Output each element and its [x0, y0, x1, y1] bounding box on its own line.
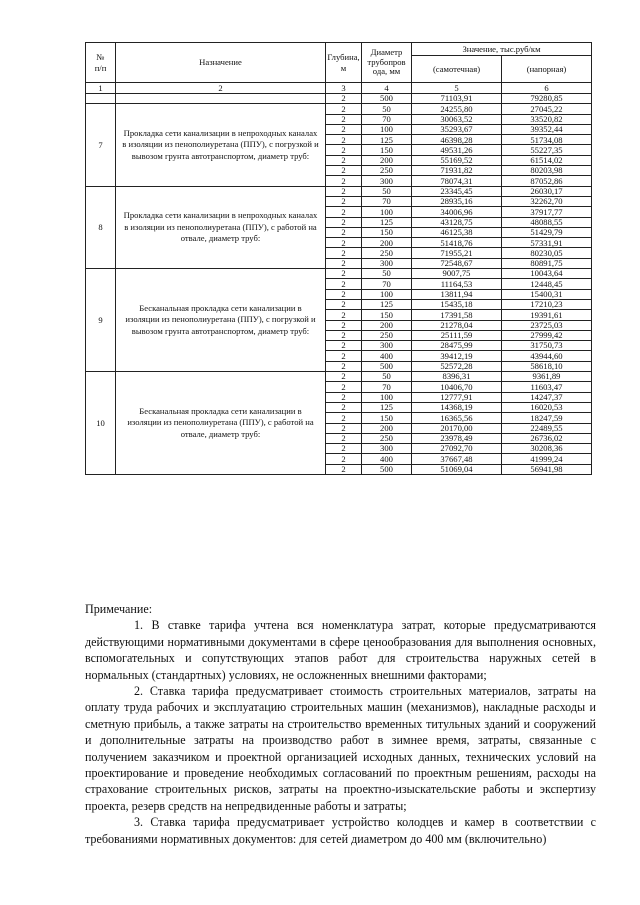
pressure-value-cell: 10043,64 [502, 269, 592, 279]
depth-cell: 2 [326, 392, 362, 402]
depth-cell: 2 [326, 423, 362, 433]
pressure-value-cell: 56941,98 [502, 464, 592, 474]
diameter-cell: 500 [362, 361, 412, 371]
table-row [86, 372, 592, 382]
gravity-value-cell: 13811,94 [412, 289, 502, 299]
table-row [86, 94, 592, 104]
depth-cell: 2 [326, 238, 362, 248]
diameter-cell: 125 [362, 135, 412, 145]
depth-cell: 2 [326, 135, 362, 145]
pressure-value-cell: 18247,59 [502, 413, 592, 423]
depth-cell: 2 [326, 258, 362, 268]
gravity-value-cell: 71955,21 [412, 248, 502, 258]
diameter-cell: 100 [362, 289, 412, 299]
depth-cell: 2 [326, 444, 362, 454]
gravity-value-cell: 9007,75 [412, 269, 502, 279]
depth-cell: 2 [326, 279, 362, 289]
diameter-cell: 250 [362, 330, 412, 340]
depth-cell: 2 [326, 196, 362, 206]
gravity-value-cell: 78074,31 [412, 176, 502, 186]
depth-cell: 2 [326, 269, 362, 279]
col-number: 2 [116, 83, 326, 94]
pressure-value-cell: 48088,55 [502, 217, 592, 227]
diameter-cell: 150 [362, 145, 412, 155]
gravity-value-cell: 72548,67 [412, 258, 502, 268]
pressure-value-cell: 43944,60 [502, 351, 592, 361]
pressure-value-cell: 26736,02 [502, 433, 592, 443]
note-item: 1. В ставке тарифа учтена вся номенклатура затрат, которые предусматриваются действующими нормативными документами в сфере ценообразования для выполнения основных, вспомогательных и сопутствующих этапов работ для строительства наружных сетей в нормальных (стандартных) условиях, не осложненных внешними факторами; [85, 618, 596, 682]
diameter-cell: 100 [362, 392, 412, 402]
group-number: 7 [86, 104, 116, 186]
diameter-cell: 125 [362, 217, 412, 227]
pressure-value-cell: 37917,77 [502, 207, 592, 217]
table-row [86, 269, 592, 279]
gravity-value-cell: 28935,16 [412, 196, 502, 206]
gravity-value-cell: 37667,48 [412, 454, 502, 464]
diameter-cell: 125 [362, 299, 412, 309]
depth-cell: 2 [326, 351, 362, 361]
pressure-value-cell: 79280,85 [502, 94, 592, 104]
diameter-cell: 50 [362, 269, 412, 279]
diameter-cell: 50 [362, 104, 412, 114]
gravity-value-cell: 15435,18 [412, 299, 502, 309]
col-number: 4 [362, 83, 412, 94]
depth-cell: 2 [326, 94, 362, 104]
gravity-value-cell: 23978,49 [412, 433, 502, 443]
pressure-value-cell: 9361,89 [502, 372, 592, 382]
group-number: 9 [86, 269, 116, 372]
depth-cell: 2 [326, 176, 362, 186]
pressure-value-cell: 31750,73 [502, 341, 592, 351]
pressure-value-cell: 22489,55 [502, 423, 592, 433]
depth-cell: 2 [326, 413, 362, 423]
group-description: Бесканальная прокладка сети канализации в изоляции из пенополиуретана (ППУ), с погрузкой и вывозом грунта автотранспортом, диаметр труб: [116, 269, 326, 372]
gravity-value-cell: 30063,52 [412, 114, 502, 124]
diameter-cell: 500 [362, 464, 412, 474]
diameter-cell: 300 [362, 444, 412, 454]
gravity-value-cell: 25111,59 [412, 330, 502, 340]
col-number: 3 [326, 83, 362, 94]
gravity-value-cell: 10406,70 [412, 382, 502, 392]
group-description: Прокладка сети канализации в непроходных каналах в изоляции из пенополиуретана (ППУ), с работой на отвале, диаметр труб: [116, 186, 326, 268]
gravity-value-cell: 46398,28 [412, 135, 502, 145]
notes-title: Примечание: [85, 602, 153, 616]
pressure-value-cell: 51734,08 [502, 135, 592, 145]
pressure-value-cell: 41999,24 [502, 454, 592, 464]
depth-cell: 2 [326, 372, 362, 382]
tariff-table [85, 42, 592, 475]
gravity-value-cell: 71931,82 [412, 166, 502, 176]
diameter-cell: 400 [362, 454, 412, 464]
gravity-value-cell: 20170,00 [412, 423, 502, 433]
depth-cell: 2 [326, 124, 362, 134]
pressure-value-cell: 32262,70 [502, 196, 592, 206]
col-number: 6 [502, 83, 592, 94]
pressure-value-cell: 15400,31 [502, 289, 592, 299]
diameter-cell: 300 [362, 258, 412, 268]
depth-cell: 2 [326, 320, 362, 330]
diameter-cell: 250 [362, 248, 412, 258]
group-number: 10 [86, 372, 116, 475]
diameter-cell: 50 [362, 372, 412, 382]
pressure-value-cell: 11603,47 [502, 382, 592, 392]
gravity-value-cell: 17391,58 [412, 310, 502, 320]
gravity-value-cell: 14368,19 [412, 402, 502, 412]
gravity-value-cell: 8396,31 [412, 372, 502, 382]
gravity-value-cell: 52572,28 [412, 361, 502, 371]
diameter-cell: 100 [362, 207, 412, 217]
gravity-value-cell: 11164,53 [412, 279, 502, 289]
depth-cell: 2 [326, 464, 362, 474]
depth-cell: 2 [326, 402, 362, 412]
gravity-value-cell: 34006,96 [412, 207, 502, 217]
depth-cell: 2 [326, 114, 362, 124]
gravity-value-cell: 51418,76 [412, 238, 502, 248]
header-pressure: (напорная) [502, 56, 592, 83]
pressure-value-cell: 19391,61 [502, 310, 592, 320]
col-number: 1 [86, 83, 116, 94]
pressure-value-cell: 16020,53 [502, 402, 592, 412]
diameter-cell: 100 [362, 124, 412, 134]
depth-cell: 2 [326, 186, 362, 196]
gravity-value-cell: 43128,75 [412, 217, 502, 227]
diameter-cell: 250 [362, 433, 412, 443]
notes-section [85, 601, 596, 847]
group-description: Прокладка сети канализации в непроходных каналах в изоляции из пенополиуретана (ППУ), с погрузкой и вывозом грунта автотранспортом, диаметр труб: [116, 104, 326, 186]
diameter-cell: 70 [362, 382, 412, 392]
pressure-value-cell: 33520,82 [502, 114, 592, 124]
depth-cell: 2 [326, 166, 362, 176]
depth-cell: 2 [326, 330, 362, 340]
pressure-value-cell: 80891,75 [502, 258, 592, 268]
diameter-cell: 200 [362, 155, 412, 165]
depth-cell: 2 [326, 227, 362, 237]
gravity-value-cell: 24255,80 [412, 104, 502, 114]
pressure-value-cell: 14247,37 [502, 392, 592, 402]
depth-cell: 2 [326, 104, 362, 114]
gravity-value-cell: 23345,45 [412, 186, 502, 196]
pressure-value-cell: 27999,42 [502, 330, 592, 340]
diameter-cell: 50 [362, 186, 412, 196]
pressure-value-cell: 58618,10 [502, 361, 592, 371]
pressure-value-cell: 12448,45 [502, 279, 592, 289]
diameter-cell: 200 [362, 423, 412, 433]
depth-cell: 2 [326, 382, 362, 392]
pressure-value-cell: 27045,22 [502, 104, 592, 114]
diameter-cell: 300 [362, 341, 412, 351]
group-number: 8 [86, 186, 116, 268]
depth-cell: 2 [326, 145, 362, 155]
diameter-cell: 70 [362, 114, 412, 124]
pressure-value-cell: 17210,23 [502, 299, 592, 309]
gravity-value-cell: 16365,56 [412, 413, 502, 423]
depth-cell: 2 [326, 341, 362, 351]
note-item: 3. Ставка тарифа предусматривает устройство колодцев и камер в соответствии с требованиями нормативных документов: для сетей диаметром до 400 мм (включительно) [85, 815, 596, 846]
header-gravity: (самотечная) [412, 56, 502, 83]
diameter-cell: 500 [362, 94, 412, 104]
pressure-value-cell: 39352,44 [502, 124, 592, 134]
diameter-cell: 400 [362, 351, 412, 361]
col-number: 5 [412, 83, 502, 94]
pressure-value-cell: 51429,79 [502, 227, 592, 237]
diameter-cell: 70 [362, 279, 412, 289]
gravity-value-cell: 49531,26 [412, 145, 502, 155]
group-description: Бесканальная прокладка сети канализации в изоляции из пенополиуретана (ППУ), с работой на отвале, диаметр труб: [116, 372, 326, 475]
diameter-cell: 125 [362, 402, 412, 412]
header-diameter: Диаметр трубопров ода, мм [362, 43, 412, 83]
diameter-cell: 300 [362, 176, 412, 186]
depth-cell: 2 [326, 155, 362, 165]
gravity-value-cell: 21278,04 [412, 320, 502, 330]
gravity-value-cell: 12777,91 [412, 392, 502, 402]
diameter-cell: 200 [362, 320, 412, 330]
depth-cell: 2 [326, 454, 362, 464]
gravity-value-cell: 46125,38 [412, 227, 502, 237]
depth-cell: 2 [326, 310, 362, 320]
pressure-value-cell: 57331,91 [502, 238, 592, 248]
diameter-cell: 150 [362, 227, 412, 237]
pressure-value-cell: 80230,05 [502, 248, 592, 258]
gravity-value-cell: 28475,99 [412, 341, 502, 351]
table-row [86, 104, 592, 114]
diameter-cell: 150 [362, 310, 412, 320]
note-item: 2. Ставка тарифа предусматривает стоимость строительных материалов, затраты на оплату труда рабочих и эксплуатацию строительных машин (механизмов), накладные расходы и сметную прибыль, а также затраты на строительство временных титульных зданий и сооружений и дополнительные затраты на производство работ в зимнее время, затраты, связанные с получением заказчиком и проектной организацией исходных данных, технических условий на проектирование и проведение необходимых согласований по проектным решениям, расходы на страхование строительных рисков, затраты на проектно-изыскательские работы и экспертизу проекта, резерв средств на непредвиденные работы и затраты; [85, 684, 596, 813]
pressure-value-cell: 55227,35 [502, 145, 592, 155]
header-depth: Глубина, м [326, 43, 362, 83]
gravity-value-cell: 71103,91 [412, 94, 502, 104]
depth-cell: 2 [326, 289, 362, 299]
gravity-value-cell: 27092,70 [412, 444, 502, 454]
gravity-value-cell: 39412,19 [412, 351, 502, 361]
pressure-value-cell: 80203,98 [502, 166, 592, 176]
pressure-value-cell: 61514,02 [502, 155, 592, 165]
diameter-cell: 250 [362, 166, 412, 176]
table-row [86, 186, 592, 196]
header-purpose: Назначение [116, 43, 326, 83]
depth-cell: 2 [326, 361, 362, 371]
pressure-value-cell: 30208,36 [502, 444, 592, 454]
pressure-value-cell: 26030,17 [502, 186, 592, 196]
row-num-cell [86, 94, 116, 104]
header-num: № п/п [86, 43, 116, 83]
gravity-value-cell: 35293,67 [412, 124, 502, 134]
pressure-value-cell: 23725,03 [502, 320, 592, 330]
diameter-cell: 150 [362, 413, 412, 423]
depth-cell: 2 [326, 433, 362, 443]
gravity-value-cell: 51069,04 [412, 464, 502, 474]
header-value: Значение, тыс.руб/км [412, 43, 592, 56]
gravity-value-cell: 55169,52 [412, 155, 502, 165]
depth-cell: 2 [326, 217, 362, 227]
depth-cell: 2 [326, 299, 362, 309]
diameter-cell: 200 [362, 238, 412, 248]
depth-cell: 2 [326, 248, 362, 258]
table-body [86, 94, 592, 475]
row-name-cell [116, 94, 326, 104]
depth-cell: 2 [326, 207, 362, 217]
pressure-value-cell: 87052,86 [502, 176, 592, 186]
diameter-cell: 70 [362, 196, 412, 206]
